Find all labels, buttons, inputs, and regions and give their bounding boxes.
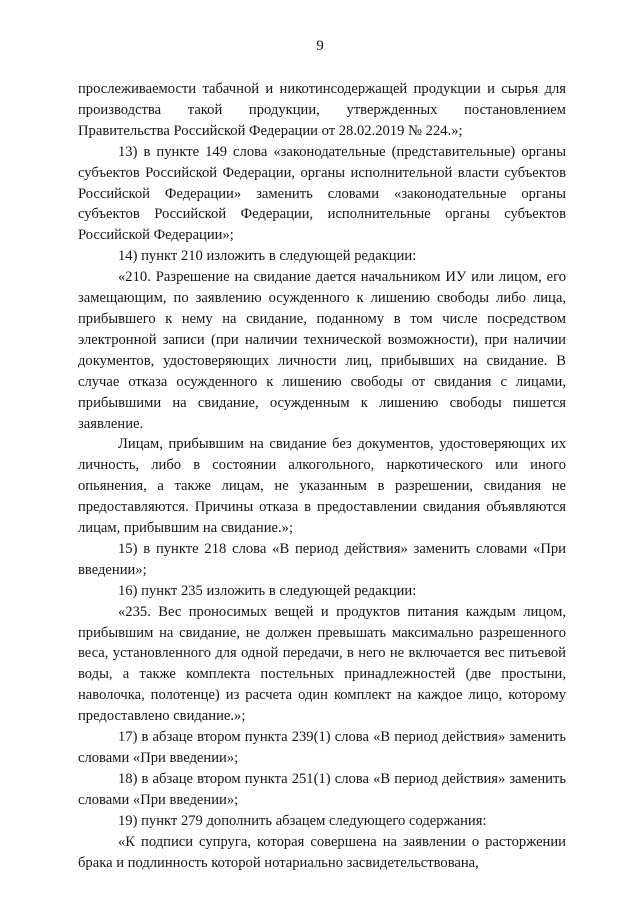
paragraph-item-16: 16) пункт 235 изложить в следующей редакции: (118, 582, 417, 599)
paragraph-item-13: 13) в пункте 149 слова «законодательные (представительные) органы субъектов Российской Федерации, органы исполнительной власти субъектов Российской Федерации» заменить словами «законодательные органы субъектов Российской Федерации, исполнительные органы субъектов Российской Федерации»; (78, 143, 566, 244)
document-body (78, 79, 566, 873)
page-number: 9 (316, 38, 324, 54)
paragraph-clause-235: «235. Вес проносимых вещей и продуктов питания каждым лицом, прибывшим на свидание, не должен превышать максимально разрешенного веса, установленного для одной передачи, в него не включается вес питьевой воды, а также комплекта постельных принадлежностей (две простыни, наволочка, полотенце) из расчета один комплект на каждое лицо, которому предоставлено свидание.»; (78, 603, 566, 725)
paragraph-clause-279-addition: «К подписи супруга, которая совершена на заявлении о расторжении брака и подлинность которой нотариально засвидетельствована, (78, 833, 566, 871)
paragraph-clause-210-part-2: Лицам, прибывшим на свидание без документов, удостоверяющих их личность, либо в состоянии алкогольного, наркотического или иного опьянения, а также лицам, не указанным в разрешении, свидания не предоставляются. Причины отказа в предоставлении свидания объявляются лицам, прибывшим на свидание.»; (78, 436, 566, 537)
paragraph-item-14: 14) пункт 210 изложить в следующей редакции: (118, 248, 417, 265)
paragraph-item-18: 18) в абзаце втором пункта 251(1) слова «В период действия» заменить словами «При введении»; (78, 770, 566, 808)
paragraph-item-15: 15) в пункте 218 слова «В период действия» заменить словами «При введении»; (78, 540, 566, 578)
paragraph-continuation: прослеживаемости табачной и никотинсодержащей продукции и сырья для производства такой продукции, утвержденных постановлением Правительства Российской Федерации от 28.02.2019 № 224.»; (78, 81, 566, 139)
paragraph-item-19: 19) пункт 279 дополнить абзацем следующего содержания: (118, 812, 487, 829)
paragraph-clause-210: «210. Разрешение на свидание дается начальником ИУ или лицом, его замещающим, по заявлению осужденного к лишению свободы либо лица, прибывшего к нему на свидание, поданному в том числе посредством электронной записи (при наличии технической возможности), при наличии документов, удостоверяющих личности лиц, прибывших на свидание. В случае отказа осужденного к лишению свободы от свидания с лицами, прибывшими на свидание, осужденным к лишению свободы пишется заявление. (78, 269, 566, 432)
paragraph-item-17: 17) в абзаце втором пункта 239(1) слова «В период действия» заменить словами «При введении»; (78, 729, 566, 766)
